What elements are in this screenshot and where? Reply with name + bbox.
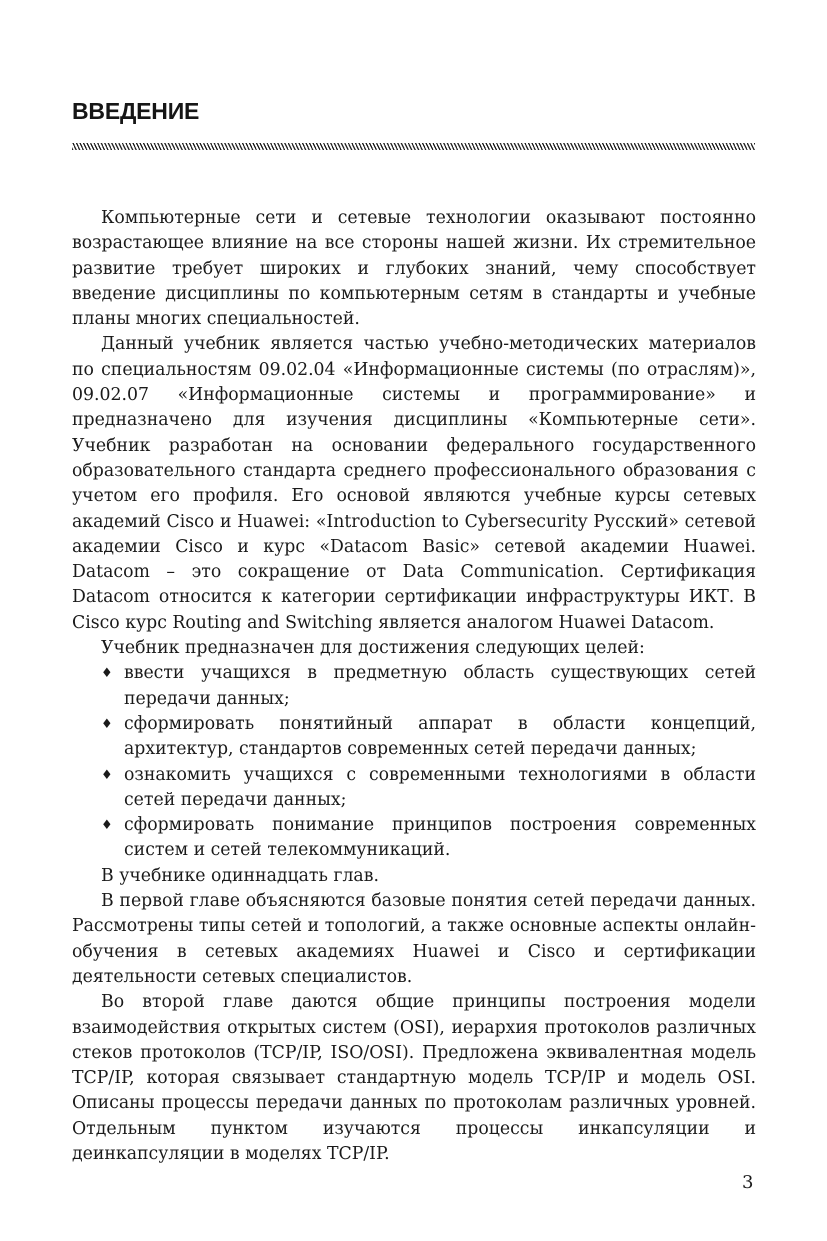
body-text (72, 206, 756, 1167)
list-item-text: сформировать понятийный аппарат в области концепций, архитектур, стандартов современных сетей передачи данных; (124, 713, 756, 760)
page-number: 3 (742, 1172, 754, 1193)
diamond-bullet-icon: ♦ (101, 767, 113, 783)
diamond-bullet-icon: ♦ (101, 818, 113, 834)
list-item (72, 661, 756, 712)
page-title: ВВЕДЕНИЕ (72, 98, 200, 124)
paragraph-chapter-one: В первой главе объясняются базовые понятия сетей передачи данных. Рассмотрены типы сетей и топологий, а также основные аспекты онлайн-обучения в сетевых академиях Huawei и Cisco и сертификации деятельности сетевых специалистов. (72, 891, 756, 987)
list-item (72, 712, 756, 763)
paragraph-intro: Компьютерные сети и сетевые технологии оказывают постоянно возрастающее влияние на все стороны нашей жизни. Их стремительное развитие требует широких и глубоких знаний, чему способствует введение дисциплины по компьютерным сетям в стандарты и учебные планы многих специальностей. (72, 208, 756, 330)
list-item (72, 763, 756, 814)
paragraph-goals-lead: Учебник предназначен для достижения следующих целей: (101, 638, 645, 659)
hatched-divider (72, 143, 755, 150)
list-item (72, 813, 756, 864)
paragraph-chapter-count: В учебнике одиннадцать глав. (101, 865, 379, 886)
diamond-bullet-icon: ♦ (101, 716, 113, 732)
paragraph-chapter-two: Во второй главе даются общие принципы построения модели взаимодействия открытых систем (OSI), иерархия протоколов различных стеков протоколов (TCP/IP, ISO/OSI). Предложена эквивалентная модель TCP/IP, которая связывает стандартную модель TCP/IP и модель OSI. Описаны процессы передачи данных по протоколам различных уровней. Отдельным пунктом изучаются процессы инкапсуляции и деинкапсуляции в моделях TCP/IP. (72, 992, 756, 1164)
paragraph-textbook-basis: Данный учебник является частью учебно-методических материалов по специальностям 09.02.04 «Информационные системы (по отраслям)», 09.02.07 «Информационные системы и программирование» и предназначено для изучения дисциплины «Компьютерные сети». Учебник разработан на основании федерального государственного образовательного стандарта среднего профессионального образования с учетом его профиля. Его основой являются учебные курсы сетевых академий Cisco и Huawei: «Introduction to Cybersecurity Русский» сетевой академии Cisco и курс «Datacom Basic» сетевой академии Huawei. Datacom – это сокращение от Data Communication. Сертификация Datacom относится к категории сертификации инфраструктуры ИКТ. В Cisco курс Routing and Switching является аналогом Huawei Datacom. (72, 334, 756, 633)
goals-list (72, 661, 756, 863)
diamond-bullet-icon: ♦ (101, 666, 113, 682)
list-item-text: сформировать понимание принципов построения современных систем и сетей телекоммуникаций. (124, 815, 756, 861)
list-item-text: ввести учащихся в предметную область существующих сетей передачи данных; (124, 663, 756, 709)
list-item-text: ознакомить учащихся с современными технологиями в области сетей передачи данных; (124, 764, 756, 810)
